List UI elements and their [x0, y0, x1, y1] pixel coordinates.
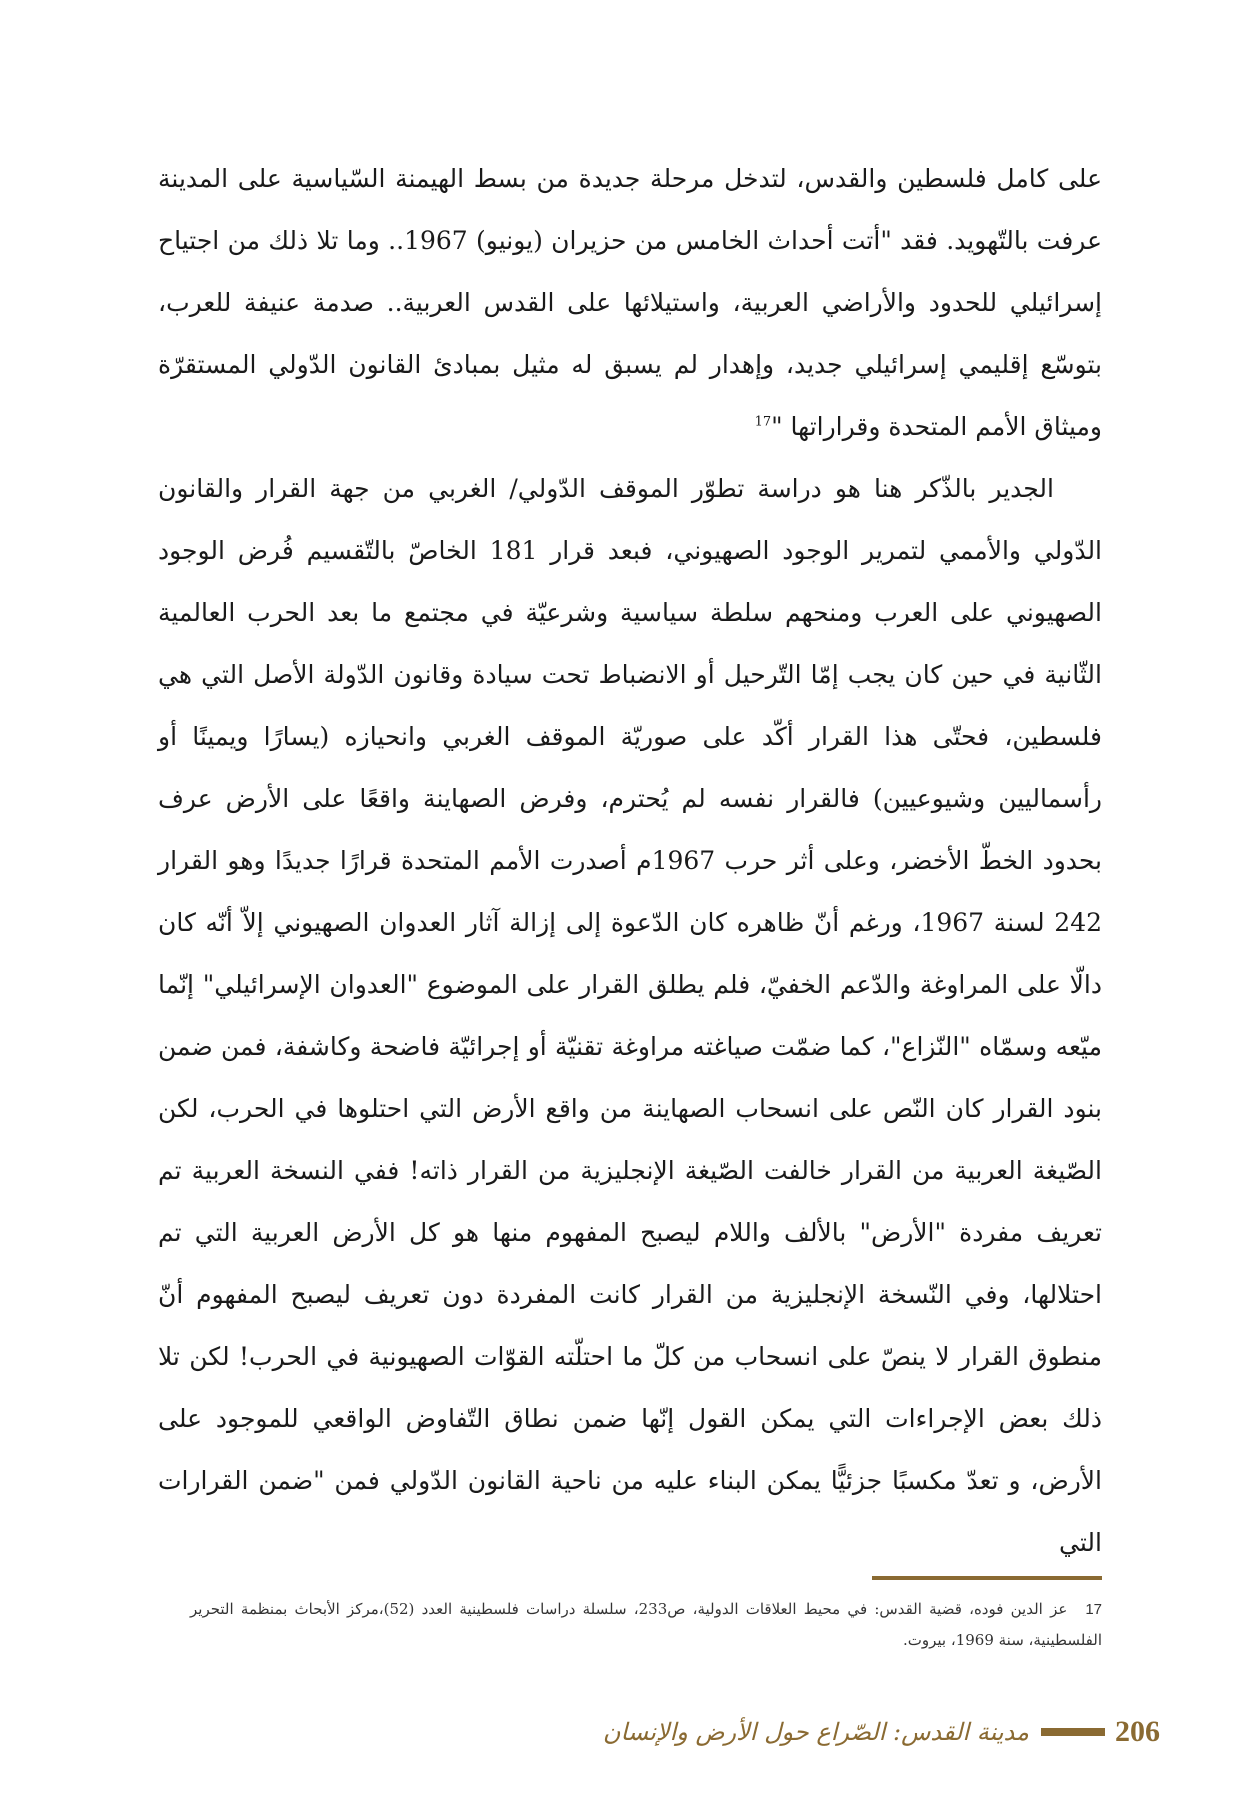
body-text [158, 148, 1102, 1574]
footnote-divider [872, 1576, 1102, 1580]
book-title: مدينة القدس: الصّراع حول الأرض والإنسان [602, 1718, 1029, 1746]
page-number: 206 [1115, 1715, 1160, 1748]
paragraph-1 [158, 148, 1102, 458]
footnote [190, 1594, 1102, 1655]
footnote-number: 17 [1085, 1601, 1102, 1618]
page-footer [500, 1708, 1160, 1756]
paragraph-2: الجدير بالذّكر هنا هو دراسة تطوّر الموقف الدّولي/ الغربي من جهة القرار والقانون الدّولي والأممي لتمرير الوجود الصهيوني، فبعد قرار 181 الخاصّ بالتّقسيم فُرض الوجود الصهيوني على العرب ومنحهم سلطة سياسية وشرعيّة في مجتمع ما بعد الحرب العالمية الثّانية في حين كان يجب إمّا التّرحيل أو الانضباط تحت سيادة وقانون الدّولة الأصل التي هي فلسطين، فحتّى هذا القرار أكّد على صوريّة الموقف الغربي وانحيازه (يسارًا ويمينًا أو رأسماليين وشيوعيين) فالقرار نفسه لم يُحترم، وفرض الصهاينة واقعًا على الأرض عرف بحدود الخطّ الأخضر، وعلى أثر حرب 1967م أصدرت الأمم المتحدة قرارًا جديدًا وهو القرار 242 لسنة 1967، ورغم أنّ ظاهره كان الدّعوة إلى إزالة آثار العدوان الصهيوني إلاّ أنّه كان دالّا على المراوغة والدّعم الخفيّ، فلم يطلق القرار على الموضوع "العدوان الإسرائيلي" إنّما ميّعه وسمّاه "النّزاع"، كما ضمّت صياغته مراوغة تقنيّة أو إجرائيّة فاضحة وكاشفة، فمن ضمن بنود القرار كان النّص على انسحاب الصهاينة من واقع الأرض التي احتلوها في الحرب، لكن الصّيغة العربية من القرار خالفت الصّيغة الإنجليزية من القرار ذاته! ففي النسخة العربية تم تعريف مفردة "الأرض" بالألف واللام ليصبح المفهوم منها هو كل الأرض العربية التي تم احتلالها، وفي النّسخة الإنجليزية من القرار كانت المفردة دون تعريف ليصبح المفهوم أنّ منطوق القرار لا ينصّ على انسحاب من كلّ ما احتلّته القوّات الصهيونية في الحرب! لكن تلا ذلك بعض الإجراءات التي يمكن القول إنّها ضمن نطاق التّفاوض الواقعي للموجود على الأرض، و تعدّ مكسبًا جزئيًّا يمكن البناء عليه من ناحية القانون الدّولي فمن "ضمن القرارات التي [158, 474, 1103, 1557]
paragraph-1-text: على كامل فلسطين والقدس، لتدخل مرحلة جديدة من بسط الهيمنة السّياسية على المدينة عرفت بالتّهويد. فقد "أتت أحداث الخامس من حزيران (يونيو) 1967.. وما تلا ذلك من اجتياح إسرائيلي للحدود والأراضي العربية، واستيلائها على القدس العربية.. صدمة عنيفة للعرب، بتوسّع إقليمي إسرائيلي جديد، وإهدار لم يسبق له مثيل بمبادئ القانون الدّولي المستقرّة وميثاق الأمم المتحدة وقراراتها " [158, 164, 1102, 441]
footnote-text: عز الدين فوده، قضية القدس: في محيط العلاقات الدولية، ص233، سلسلة دراسات فلسطينية العدد (52)،مركز الأبحاث بمنظمة التحرير الفلسطينية، سنة 1969، بيروت. [190, 1600, 1102, 1649]
footer-decorative-bar [1041, 1728, 1105, 1736]
footnote-reference: 17 [754, 414, 772, 430]
